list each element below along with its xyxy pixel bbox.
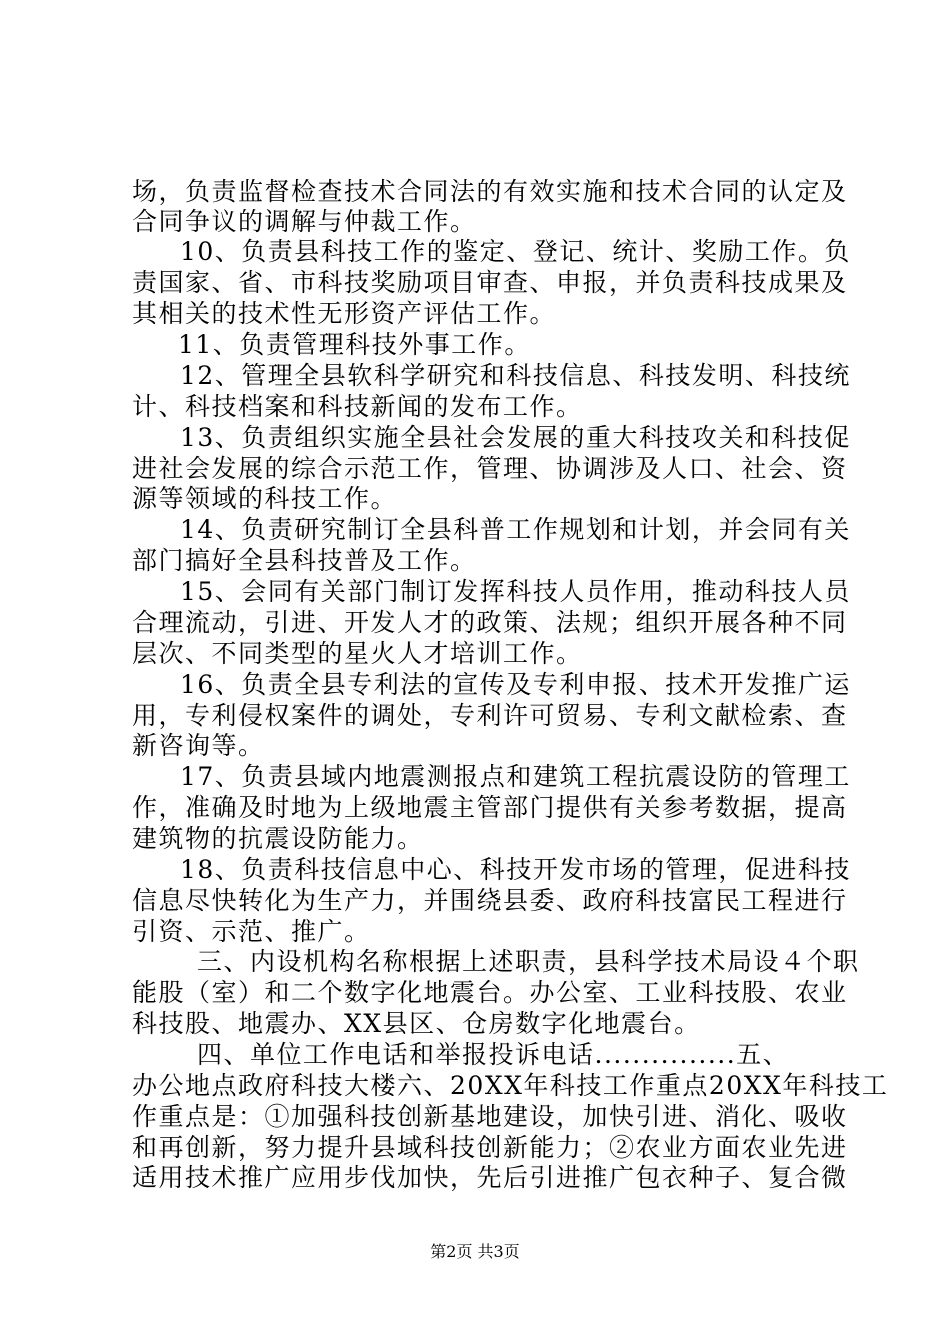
text-line: 引资、示范、推广。 — [132, 917, 371, 946]
text-line: 17、负责县域内地震测报点和建筑工程抗震设防的管理工 — [180, 762, 851, 791]
text-line: 和再创新，努力提升县域科技创新能力；②农业方面农业先进 — [132, 1133, 848, 1162]
text-line: 科技股、地震办、XX县区、仓房数字化地震台。 — [132, 1009, 701, 1038]
text-line: 18、负责科技信息中心、科技开发市场的管理，促进科技 — [180, 855, 851, 884]
text-line: 层次、不同类型的星火人才培训工作。 — [132, 639, 583, 668]
text-line: 作，准确及时地为上级地震主管部门提供有关参考数据，提高 — [132, 793, 848, 822]
text-line: 16、负责全县专利法的宣传及专利申报、技术开发推广运 — [180, 670, 851, 699]
text-line: 四、单位工作电话和举报投诉电话...............五、 — [197, 1040, 790, 1069]
text-line: 11、负责管理科技外事工作。 — [178, 330, 531, 359]
text-line: 办公地点政府科技大楼六、20XX年科技工作重点20XX年科技工 — [132, 1071, 889, 1100]
text-line: 部门搞好全县科技普及工作。 — [132, 546, 477, 575]
text-line: 15、会同有关部门制订发挥科技人员作用，推动科技人员 — [180, 577, 851, 606]
text-line: 12、管理全县软科学研究和科技信息、科技发明、科技统 — [180, 361, 851, 390]
text-line: 责国家、省、市科技奖励项目审查、申报，并负责科技成果及 — [132, 268, 848, 297]
text-line: 信息尽快转化为生产力，并围绕县委、政府科技富民工程进行 — [132, 886, 848, 915]
text-line: 进社会发展的综合示范工作，管理、协调涉及人口、社会、资 — [132, 454, 848, 483]
text-line: 三、内设机构名称根据上述职责，县科学技术局设４个职 — [197, 947, 860, 976]
text-line: 合理流动，引进、开发人才的政策、法规；组织开展各种不同 — [132, 608, 848, 637]
text-line: 建筑物的抗震设防能力。 — [132, 824, 424, 853]
text-line: 源等领域的科技工作。 — [132, 484, 398, 513]
text-line: 用，专利侵权案件的调处，专利许可贸易、专利文献检索、查 — [132, 701, 848, 730]
text-line: 10、负责县科技工作的鉴定、登记、统计、奖励工作。负 — [180, 237, 851, 266]
text-line: 合同争议的调解与仲裁工作。 — [132, 207, 477, 236]
text-line: 适用技术推广应用步伐加快，先后引进推广包衣种子、复合微 — [132, 1163, 848, 1192]
text-line: 能股（室）和二个数字化地震台。办公室、工业科技股、农业 — [132, 978, 848, 1007]
text-line: 14、负责研究制订全县科普工作规划和计划，并会同有关 — [180, 515, 851, 544]
page-number-footer: 第2页 共3页 — [430, 1242, 520, 1261]
text-line: 计、科技档案和科技新闻的发布工作。 — [132, 392, 583, 421]
text-line: 作重点是：①加强科技创新基地建设，加快引进、消化、吸收 — [132, 1102, 848, 1131]
text-line: 其相关的技术性无形资产评估工作。 — [132, 299, 557, 328]
text-line: 场，负责监督检查技术合同法的有效实施和技术合同的认定及 — [132, 177, 848, 206]
text-line: 新咨询等。 — [132, 731, 265, 760]
text-line: 13、负责组织实施全县社会发展的重大科技攻关和科技促 — [180, 423, 851, 452]
